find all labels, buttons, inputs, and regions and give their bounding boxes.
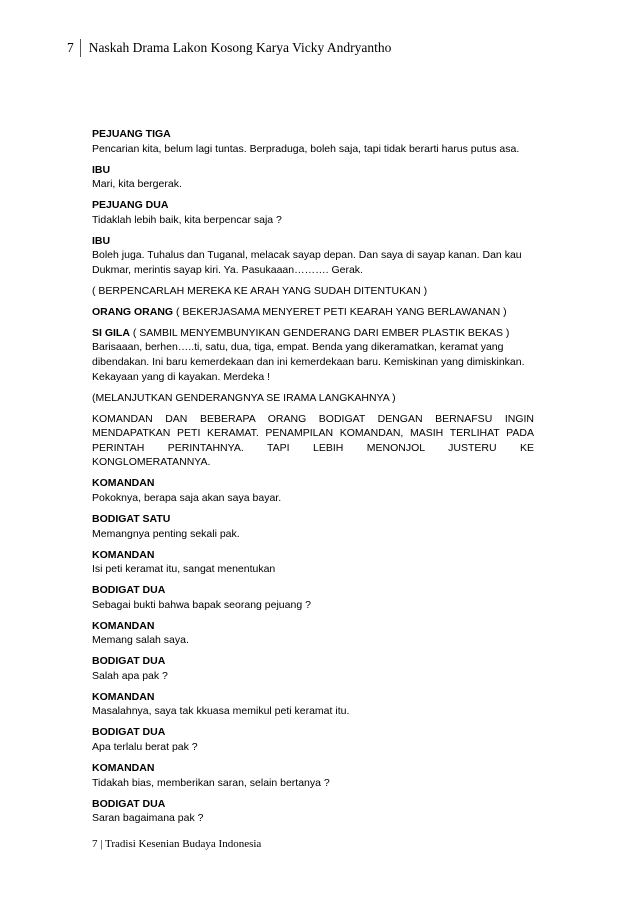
script-block <box>92 619 534 648</box>
script-block <box>92 476 534 505</box>
stage-direction-line: KONGLOMERATANNYA. <box>92 456 211 469</box>
stage-direction-text: ( SAMBIL MENYEMBUNYIKAN GENDERANG DARI EMBER PLASTIK BEKAS ) <box>129 326 510 339</box>
script-block <box>92 127 534 156</box>
page-header <box>67 38 391 58</box>
speaker-name: KOMANDAN <box>92 477 155 490</box>
dialogue-line: Salah apa pak ? <box>92 669 168 682</box>
dialogue-line: Saran bagaimana pak ? <box>92 812 204 825</box>
script-block <box>92 512 534 541</box>
stage-direction-line: KOMANDAN DAN BEBERAPA ORANG BODIGAT DENGAN BERNAFSU INGIN <box>92 412 534 425</box>
dialogue-line: Memang salah saya. <box>92 634 189 647</box>
speaker-name: KOMANDAN <box>92 762 155 775</box>
script-block <box>92 690 534 719</box>
dialogue-line: Pencarian kita, belum lagi tuntas. Berpraduga, boleh saja, tapi tidak berarti harus putus asa. <box>92 142 520 155</box>
script-block <box>92 284 534 299</box>
speaker-name: BODIGAT DUA <box>92 655 166 668</box>
speaker-name: BODIGAT DUA <box>92 726 166 739</box>
script-block <box>92 761 534 790</box>
speaker-name: PEJUANG TIGA <box>92 128 171 140</box>
script-block <box>92 548 534 577</box>
speaker-name: BODIGAT SATU <box>92 512 171 525</box>
script-block <box>92 725 534 754</box>
speaker-name: BODIGAT DUA <box>92 584 166 597</box>
page-footer: 7 | Tradisi Kesenian Budaya Indonesia <box>92 838 262 850</box>
dialogue-line: Masalahnya, saya tak kkuasa memikul peti keramat itu. <box>92 705 350 718</box>
script-block <box>92 412 534 470</box>
dialogue-line: Kekayaan yang di kayakan. Merdeka ! <box>92 370 271 383</box>
speaker-name: KOMANDAN <box>92 619 155 632</box>
stage-direction-line: MENDAPATKAN PETI KERAMAT. PENAMPILAN KOMANDAN, MASIH TERLIHAT PADA <box>92 427 534 440</box>
speaker-name: KOMANDAN <box>92 690 155 703</box>
script-block <box>92 305 534 320</box>
dialogue-line: Barisaaan, berhen…..ti, satu, dua, tiga, empat. Benda yang dikeramatkan, keramat yang <box>92 341 504 354</box>
speaker-name: KOMANDAN <box>92 548 155 561</box>
dialogue-line: Tidakah bias, memberikan saran, selain bertanya ? <box>92 776 330 789</box>
speaker-name: IBU <box>92 234 111 247</box>
speaker-name: PEJUANG DUA <box>92 199 169 212</box>
script-block <box>92 391 534 406</box>
dialogue-line: Boleh juga. Tuhalus dan Tuganal, melacak sayap depan. Dan saya di sayap kanan. Dan kau <box>92 249 522 262</box>
dialogue-line: Pokoknya, berapa saja akan saya bayar. <box>92 491 282 504</box>
dialogue-line: Tidaklah lebih baik, kita berpencar saja ? <box>92 213 282 226</box>
script-block <box>92 797 534 826</box>
stage-direction <box>92 326 534 341</box>
header-title: Naskah Drama Lakon Kosong Karya Vicky Andryantho <box>88 40 392 55</box>
speaker-name: IBU <box>92 163 111 176</box>
dialogue-line: dibendakan. Ini baru kemerdekaan dan ini kemerdekaan baru. Kemiskinan yang dimiskinkan. <box>92 356 525 369</box>
dialogue-line: Memangnya penting sekali pak. <box>92 527 240 540</box>
stage-direction: (MELANJUTKAN GENDERANGNYA SE IRAMA LANGKAHNYA ) <box>92 391 396 404</box>
stage-direction <box>92 305 534 320</box>
dialogue-line: Sebagai bukti bahwa bapak seorang pejuang ? <box>92 598 311 611</box>
stage-direction: ( BERPENCARLAH MEREKA KE ARAH YANG SUDAH DITENTUKAN ) <box>92 284 428 297</box>
header-page-number: 7 <box>67 40 74 55</box>
dialogue-line: Dukmar, merintis sayap kiri. Ya. Pasukaaan………. Gerak. <box>92 263 363 276</box>
dialogue-line: Apa terlalu berat pak ? <box>92 741 198 754</box>
script-block <box>92 326 534 384</box>
dialogue-line: Mari, kita bergerak. <box>92 178 182 191</box>
script-block <box>92 198 534 227</box>
header-divider <box>80 39 81 57</box>
dialogue-line: Isi peti keramat itu, sangat menentukan <box>92 563 276 576</box>
script-block <box>92 234 534 278</box>
script-content <box>92 127 534 826</box>
script-block <box>92 163 534 192</box>
speaker-name: BODIGAT DUA <box>92 797 166 810</box>
script-block <box>92 583 534 612</box>
script-block <box>92 654 534 683</box>
stage-direction-line: PERINTAH PERINTAHNYA. TAPI LEBIH MENONJOL JUSTERU KE <box>92 441 534 454</box>
character-name: ORANG ORANG <box>92 305 174 318</box>
character-name: SI GILA <box>92 326 130 339</box>
stage-direction-text: ( BEKERJASAMA MENYERET PETI KEARAH YANG BERLAWANAN ) <box>173 305 507 318</box>
